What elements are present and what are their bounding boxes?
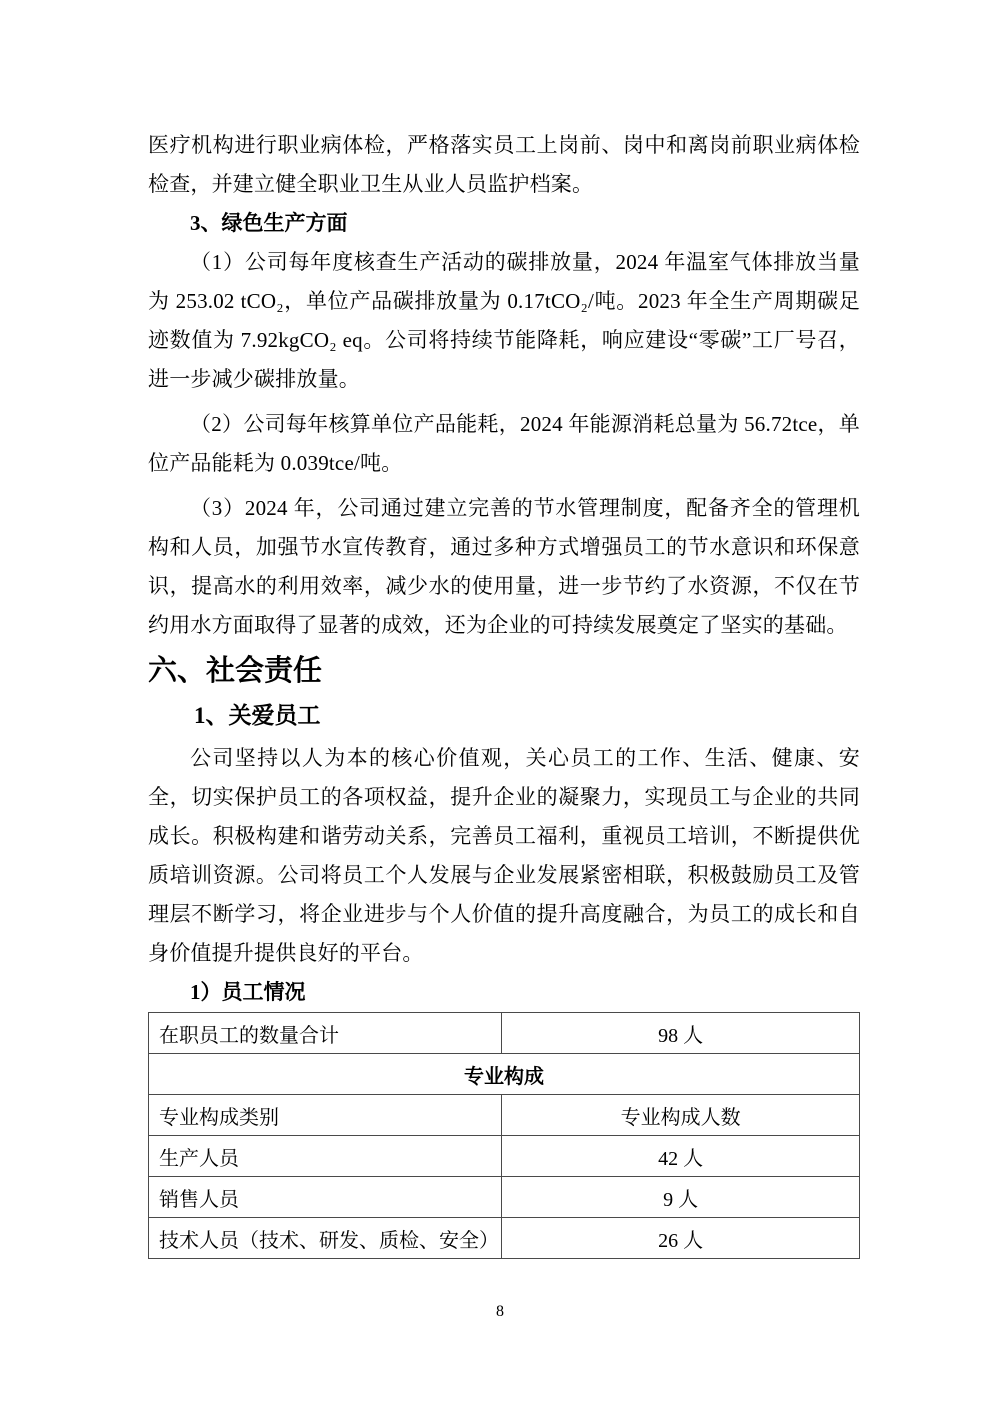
chapter-heading-social-responsibility: 六、社会责任: [148, 655, 323, 687]
table-row-technical: [149, 1218, 860, 1259]
page-content: [148, 0, 860, 1259]
total-employees-label: 在职员工的数量合计: [149, 1013, 502, 1054]
section-heading-care-employees: 1、关爱员工: [194, 703, 321, 728]
sales-staff-label: 销售人员: [149, 1177, 502, 1218]
technical-staff-label: 技术人员（技术、研发、质检、安全）: [149, 1218, 502, 1259]
table-row-total: [149, 1013, 860, 1054]
intro-paragraph: 医疗机构进行职业病体检，严格落实员工上岗前、岗中和离岗前职业病体检检查，并建立健全职业卫生从业人员监护档案。: [148, 133, 860, 196]
table-row-production: [149, 1136, 860, 1177]
employee-situation-heading: 1）员工情况: [190, 980, 306, 1004]
table-row-merged-header: [149, 1054, 860, 1095]
green-production-item-1: （1）公司每年度核查生产活动的碳排放量，2024 年温室气体排放当量为 253.02 tCO₂，单位产品碳排放量为 0.17tCO₂/吨。2023 年全生产周期碳足迹数值为 7.92kgCO₂ eq。公司将持续节能降耗，响应建设“零碳”工厂号召，进一步减少碳排放量。: [148, 250, 860, 391]
green-production-heading: 3、绿色生产方面: [190, 211, 348, 235]
production-staff-value: 42 人: [502, 1136, 860, 1177]
green-production-item-2: （2）公司每年核算单位产品能耗，2024 年能源消耗总量为 56.72tce，单位产品能耗为 0.039tce/吨。: [148, 412, 860, 475]
professional-composition-header: 专业构成: [149, 1054, 860, 1095]
production-staff-label: 生产人员: [149, 1136, 502, 1177]
sales-staff-value: 9 人: [502, 1177, 860, 1218]
table-row-sales: [149, 1177, 860, 1218]
green-production-item-3: （3）2024 年，公司通过建立完善的节水管理制度，配备齐全的管理机构和人员，加强节水宣传教育，通过多种方式增强员工的节水意识和环保意识，提高水的利用效率，减少水的使用量，进一步节约了水资源，不仅在节约用水方面取得了显著的成效，还为企业的可持续发展奠定了坚实的基础。: [148, 496, 860, 637]
employee-table: [148, 1012, 860, 1259]
technical-staff-value: 26 人: [502, 1218, 860, 1259]
count-column-header: 专业构成人数: [502, 1095, 860, 1136]
category-column-header: 专业构成类别: [149, 1095, 502, 1136]
table-row-column-header: [149, 1095, 860, 1136]
page-number: 8: [496, 1303, 504, 1320]
total-employees-value: 98 人: [502, 1013, 860, 1054]
care-employees-paragraph: 公司坚持以人为本的核心价值观，关心员工的工作、生活、健康、安全，切实保护员工的各项权益，提升企业的凝聚力，实现员工与企业的共同成长。积极构建和谐劳动关系，完善员工福利，重视员工培训，不断提供优质培训资源。公司将员工个人发展与企业发展紧密相联，积极鼓励员工及管理层不断学习，将企业进步与个人价值的提升高度融合，为员工的成长和自身价值提升提供良好的平台。: [148, 746, 860, 965]
